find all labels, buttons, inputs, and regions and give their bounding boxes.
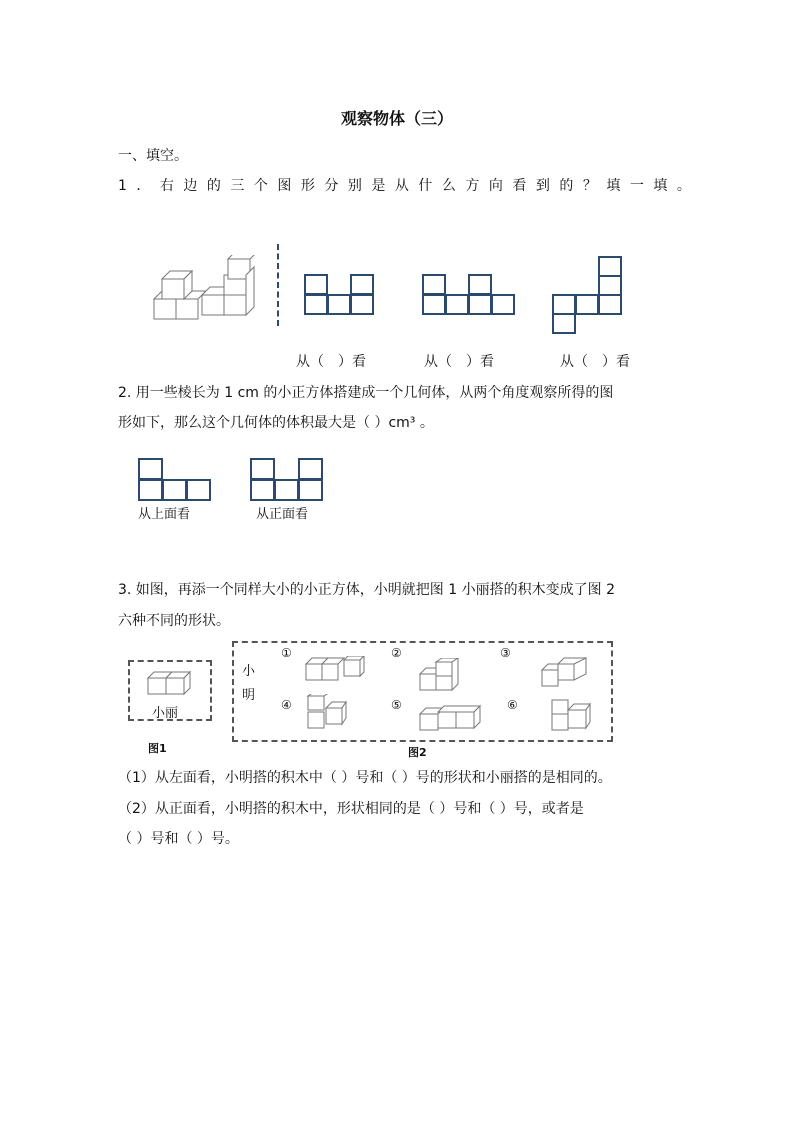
shape-4-cubes	[304, 694, 348, 730]
shape-2-cubes	[418, 658, 462, 692]
separator-dashed	[277, 244, 279, 326]
q1-view-c	[552, 256, 626, 334]
shape-number-2: ②	[391, 646, 402, 660]
xiaoming-char-1: 小	[242, 664, 256, 679]
shape-number-4: ④	[281, 698, 292, 712]
q2-label-front: 从正面看	[256, 507, 309, 522]
question-2-line-2: 形如下，那么这个几何体的体积最大是（ ）cm³ 。	[118, 415, 434, 431]
shape-3-cubes	[540, 656, 590, 688]
shape-number-1: ①	[281, 646, 292, 660]
question-3-sub-1: （1）从左面看，小明搭的积木中（ ）号和（ ）号的形状和小丽搭的是相同的。	[118, 770, 612, 786]
page-title: 观察物体（三）	[340, 109, 453, 128]
figure-2-caption: 图2	[408, 746, 427, 759]
q1-view-a	[304, 274, 376, 318]
question-3-line-1: 3. 如图，再添一个同样大小的小正方体，小明就把图 1 小丽搭的积木变成了图 2	[118, 582, 615, 598]
q2-front-view	[250, 458, 326, 502]
shape-5-cubes	[418, 704, 484, 734]
q1-solid-figure	[150, 255, 260, 325]
question-3-sub-2-line-2: （ ）号和（ ）号。	[118, 831, 239, 847]
question-2-line-1: 2. 用一些棱长为 1 cm 的小正方体搭建成一个几何体，从两个角度观察所得的图	[118, 385, 614, 401]
xiaoming-char-2: 明	[242, 688, 256, 703]
figure-1-caption: 图1	[148, 742, 167, 755]
question-3-line-2: 六种不同的形状。	[118, 613, 230, 629]
shape-number-6: ⑥	[507, 698, 518, 712]
figure-1-cubes	[146, 670, 194, 696]
q1-view-b	[422, 274, 516, 318]
q1-blank-3[interactable]: 从（ ）看	[560, 354, 630, 370]
q1-blank-1[interactable]: 从（ ）看	[296, 354, 366, 370]
shape-number-3: ③	[500, 646, 511, 660]
q2-top-view	[138, 458, 214, 502]
q2-label-top: 从上面看	[138, 507, 191, 522]
shape-1-cubes	[304, 656, 366, 682]
question-3-sub-2-line-1: （2）从正面看，小明搭的积木中，形状相同的是（ ）号和（ ）号，或者是	[118, 801, 584, 817]
figure-1-label: 小丽	[152, 706, 179, 721]
section-heading: 一、填空。	[118, 148, 188, 164]
shape-number-5: ⑤	[391, 698, 402, 712]
q1-blank-2[interactable]: 从（ ）看	[424, 354, 494, 370]
question-1-text: 1．右边的三个图形分别是从什么方向看到的？填一填。	[118, 178, 701, 194]
shape-6-cubes	[550, 698, 594, 732]
